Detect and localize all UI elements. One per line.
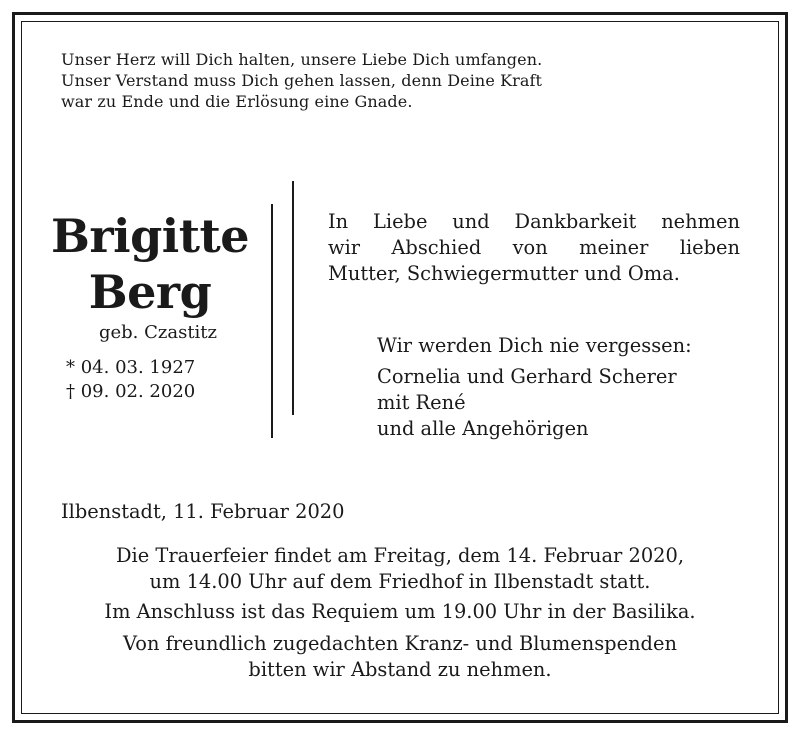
funeral-info	[40, 543, 760, 595]
divider-line-left	[271, 204, 273, 438]
divider-line-right	[292, 181, 294, 415]
place-date: Ilbenstadt, 11. Februar 2020	[61, 500, 345, 523]
requiem-info: Im Anschluss ist das Requiem um 19.00 Uhr in der Basilika.	[104, 600, 696, 623]
birth-date: * 04. 03. 1927	[66, 357, 196, 378]
life-dates	[66, 356, 256, 404]
farewell-text	[328, 209, 740, 287]
mourner-line: Cornelia und Gerhard Scherer	[377, 365, 677, 388]
motto-line: Unser Verstand muss Dich gehen lassen, denn Deine Kraft	[61, 71, 543, 90]
service-info	[40, 543, 760, 689]
deceased-name	[50, 208, 250, 320]
deceased-last-name: Berg	[88, 265, 212, 319]
motto-line: war zu Ende und die Erlösung eine Gnade.	[61, 92, 413, 111]
donations-line: Von freundlich zugedachten Kranz- und Blumenspenden	[123, 632, 677, 655]
mourner-line: und alle Angehörigen	[377, 417, 589, 440]
funeral-line: um 14.00 Uhr auf dem Friedhof in Ilbenstadt statt.	[149, 570, 651, 593]
mourner-line: mit René	[377, 391, 466, 414]
donations-line: bitten wir Abstand zu nehmen.	[248, 658, 552, 681]
motto-line: Unser Herz will Dich halten, unsere Liebe Dich umfangen.	[61, 50, 543, 69]
mourners-block	[377, 333, 757, 442]
death-date: † 09. 02. 2020	[66, 381, 196, 402]
maiden-name: geb. Czastitz	[98, 322, 218, 343]
farewell-line: wir Abschied von meiner lieben	[328, 236, 740, 259]
funeral-line: Die Trauerfeier findet am Freitag, dem 14. Februar 2020,	[116, 544, 684, 567]
farewell-line: In Liebe und Dankbarkeit nehmen	[328, 210, 740, 233]
donations-info	[40, 631, 760, 683]
mourners-heading: Wir werden Dich nie vergessen:	[377, 334, 692, 357]
deceased-first-name: Brigitte	[51, 209, 249, 263]
farewell-line: Mutter, Schwiegermutter und Oma.	[328, 262, 680, 285]
motto-quote	[61, 49, 661, 112]
